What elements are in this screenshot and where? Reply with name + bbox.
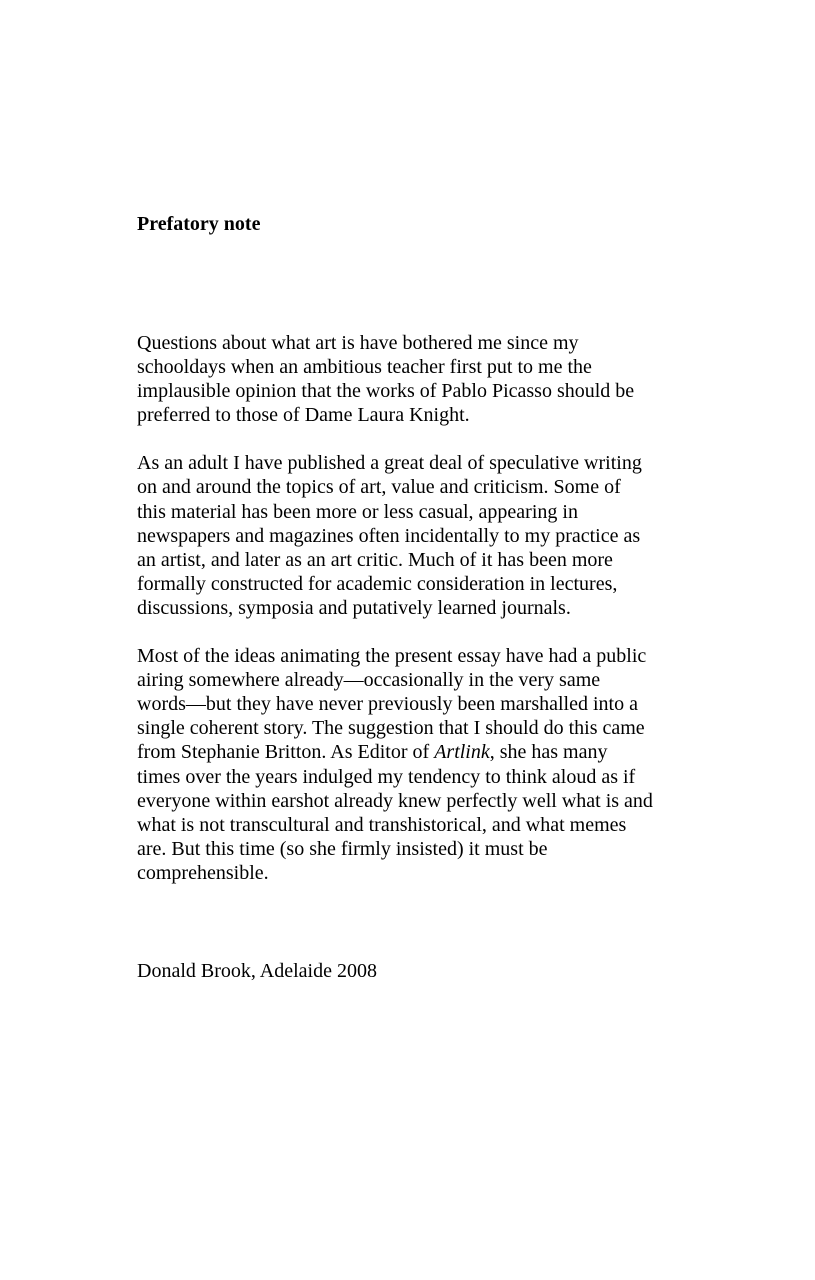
text-line: preferred to those of Dame Laura Knight. [137, 404, 470, 427]
text-line: everyone within earshot already knew perfectly well what is and [137, 789, 653, 812]
artlink-title: Artlink [434, 741, 490, 764]
text-line: formally constructed for academic consideration in lectures, [137, 572, 618, 595]
text-line: from Stephanie Britton. As Editor of [137, 741, 435, 764]
text-line: Questions about what art is have bothered me since my [137, 332, 579, 354]
text-line: this material has been more or less casual, appearing in [137, 500, 578, 523]
signature: Donald Brook, Adelaide 2008 [137, 960, 377, 982]
text-line: what is not transcultural and transhistorical, and what memes [137, 813, 627, 836]
paragraph-2 [137, 451, 697, 620]
text-line: discussions, symposia and putatively learned journals. [137, 596, 571, 619]
text-line: words—but they have never previously been marshalled into a [137, 693, 638, 716]
paragraph-3 [137, 644, 697, 885]
page-title: Prefatory note [137, 213, 261, 235]
text-line: Most of the ideas animating the present essay have had a public [137, 645, 647, 668]
text-line: single coherent story. The suggestion that I should do this came [137, 717, 645, 740]
text-line: , she has many [489, 741, 608, 764]
body-text [137, 331, 697, 909]
text-line: airing somewhere already—occasionally in the very same [137, 669, 601, 692]
text-line: comprehensible. [137, 861, 269, 884]
text-line: schooldays when an ambitious teacher first put to me the [137, 356, 592, 379]
text-line: an artist, and later as an art critic. Much of it has been more [137, 548, 613, 571]
text-line: newspapers and magazines often incidentally to my practice as [137, 524, 641, 547]
text-line: are. But this time (so she firmly insisted) it must be [137, 837, 548, 860]
paragraph-1 [137, 331, 697, 427]
text-line: implausible opinion that the works of Pablo Picasso should be [137, 380, 635, 403]
text-line: on and around the topics of art, value and criticism. Some of [137, 476, 621, 499]
text-line: times over the years indulged my tendency to think aloud as if [137, 765, 636, 788]
text-line: As an adult I have published a great deal of speculative writing [137, 452, 642, 475]
